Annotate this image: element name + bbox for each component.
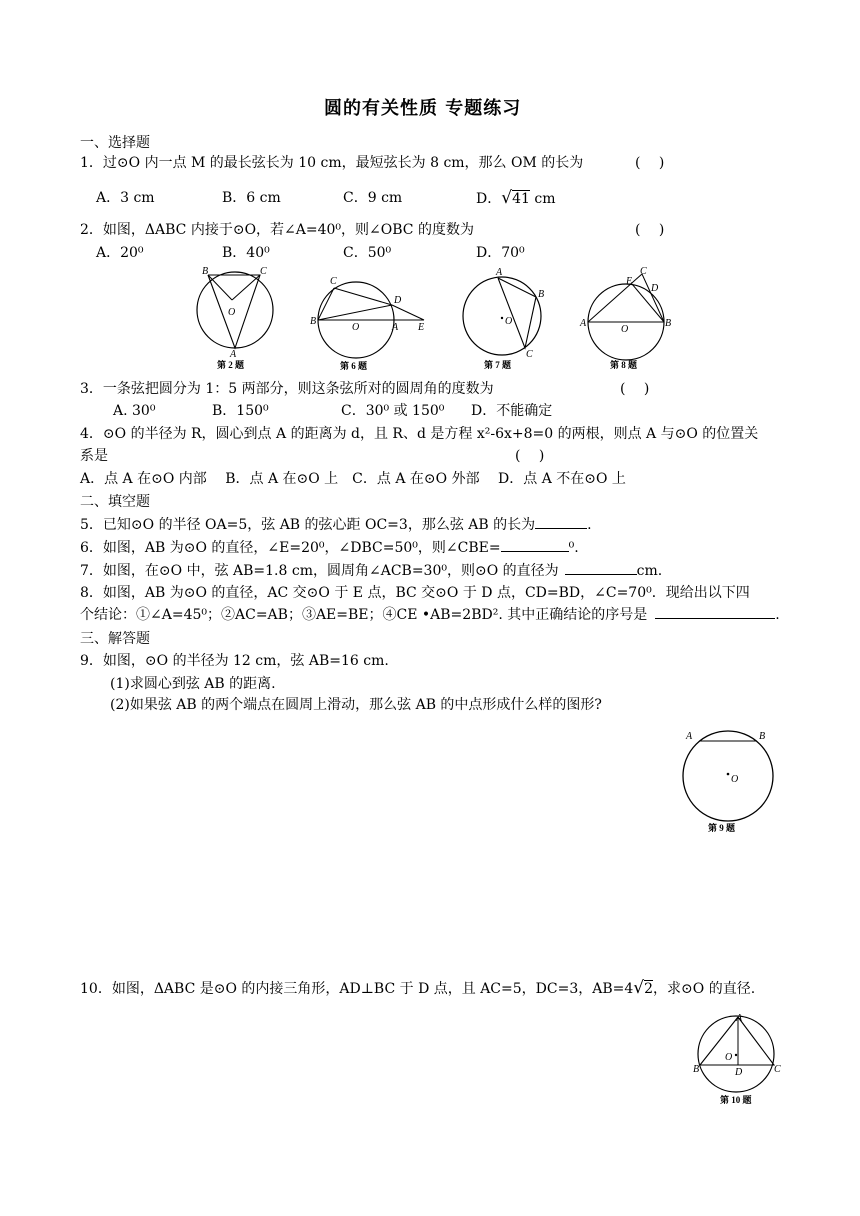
figure-7-label-b: B bbox=[538, 289, 545, 300]
figure-8-diagram bbox=[576, 264, 676, 372]
figure-10-diagram bbox=[692, 1012, 782, 1108]
question-3-option-a: A. 30⁰ bbox=[113, 403, 156, 419]
figure-10-label-b: B bbox=[693, 1064, 700, 1075]
question-1-text: 1．过⊙O 内一点 M 的最长弦长为 10 cm，最短弦长为 8 cm，那么 OM 的长为 bbox=[80, 155, 584, 171]
question-8-line2: 个结论：①∠A=45⁰；②AC=AB；③AE=BE；④CE •AB=2BD². 其中正确结论的序号是 . bbox=[80, 607, 780, 623]
question-2-text: 2．如图，ΔABC 内接于⊙O，若∠A=40⁰，则∠OBC 的度数为 bbox=[80, 222, 474, 238]
figure-7-label-o: O bbox=[505, 316, 513, 327]
question-8-text-line1: 8．如图，AB 为⊙O 的直径，AC 交⊙O 于 E 点，BC 交⊙O 于 D 点，CD=BD，∠C=70⁰．现给出以下四 bbox=[80, 585, 750, 601]
question-2-answer-paren: ( ) bbox=[635, 222, 665, 238]
question-2-option-c: C．50⁰ bbox=[343, 245, 392, 261]
figure-2-label-o: O bbox=[228, 307, 236, 318]
question-6: 6．如图，AB 为⊙O 的直径，∠E=20⁰，∠DBC=50⁰，则∠CBE= ⁰. bbox=[80, 540, 579, 556]
question-1-option-c: C．9 cm bbox=[343, 190, 403, 206]
question-9-sub2: (2)如果弦 AB 的两个端点在圆周上滑动，那么弦 AB 的中点形成什么样的图形? bbox=[110, 697, 602, 713]
question-3-option-b: B．150⁰ bbox=[212, 403, 269, 419]
figure-7-caption: 第 7 题 bbox=[484, 360, 512, 370]
figure-8-label-d: D bbox=[651, 283, 659, 294]
section-heading-choice: 一、选择题 bbox=[80, 135, 150, 151]
figure-6-label-b: B bbox=[310, 316, 317, 327]
question-1-option-a: A．3 cm bbox=[96, 190, 155, 206]
section-heading-solve: 三、解答题 bbox=[80, 631, 150, 647]
question-4-options: A．点 A 在⊙O 内部 B．点 A 在⊙O 上 C．点 A 在⊙O 外部 D．点 A 不在⊙O 上 bbox=[80, 471, 626, 487]
question-2-option-a: A．20⁰ bbox=[96, 245, 144, 261]
figure-2-label-a: A bbox=[230, 349, 237, 360]
question-3-option-c: C．30⁰ 或 150⁰ bbox=[341, 403, 445, 419]
question-5: 5．已知⊙O 的半径 OA=5，弦 AB 的弦心距 OC=3，那么弦 AB 的长为 . bbox=[80, 517, 592, 533]
question-3-text: 3．一条弦把圆分为 1：5 两部分，则这条弦所对的圆周角的度数为 bbox=[80, 381, 494, 397]
question-2-option-d: D．70⁰ bbox=[476, 245, 525, 261]
figure-2-label-b: B bbox=[202, 266, 209, 277]
figure-9-diagram bbox=[676, 726, 780, 836]
figure-8-label-c: C bbox=[640, 266, 647, 277]
figure-7-label-a: A bbox=[496, 267, 503, 278]
question-4-text-line1: 4．⊙O 的半径为 R，圆心到点 A 的距离为 d，且 R、d 是方程 x²-6x+8=0 的两根，则点 A 与⊙O 的位置关 bbox=[80, 426, 759, 442]
question-9-sub1: (1)求圆心到弦 AB 的距离. bbox=[110, 676, 276, 692]
figure-10-label-o: O bbox=[725, 1052, 733, 1063]
figure-10-label-a: A bbox=[736, 1013, 743, 1024]
figure-7-label-c: C bbox=[526, 349, 533, 360]
figure-6-label-o: O bbox=[352, 322, 360, 333]
figure-6-label-c: C bbox=[330, 276, 337, 287]
question-1-option-d: D．√41 cm bbox=[476, 188, 556, 208]
figure-9-label-b: B bbox=[759, 731, 766, 742]
figure-8-label-a: A bbox=[580, 318, 587, 329]
figure-2-caption: 第 2 题 bbox=[217, 360, 245, 370]
question-3-option-d: D．不能确定 bbox=[471, 403, 553, 419]
question-9-text: 9．如图，⊙O 的半径为 12 cm，弦 AB=16 cm. bbox=[80, 653, 389, 669]
page-title: 圆的有关性质 专题练习 bbox=[324, 98, 522, 119]
figure-6-diagram bbox=[308, 270, 436, 372]
question-7: 7．如图，在⊙O 中，弦 AB=1.8 cm，圆周角∠ACB=30⁰，则⊙O 的直径为 cm. bbox=[80, 563, 663, 579]
figure-8-caption: 第 8 题 bbox=[610, 360, 638, 370]
question-1-option-b: B．6 cm bbox=[222, 190, 281, 206]
figure-2-diagram bbox=[190, 262, 280, 372]
figure-9-caption: 第 9 题 bbox=[708, 823, 736, 833]
figure-10-caption: 第 10 题 bbox=[720, 1095, 752, 1105]
figure-6-label-d: D bbox=[394, 295, 402, 306]
question-10: 10．如图，ΔABC 是⊙O 的内接三角形，AD⊥BC 于 D 点，且 AC=5，DC=3，AB=4√2，求⊙O 的直径. bbox=[80, 978, 756, 998]
question-2-option-b: B．40⁰ bbox=[222, 245, 270, 261]
figure-2-label-c: C bbox=[260, 266, 267, 277]
figure-9-label-a: A bbox=[686, 731, 693, 742]
question-3-answer-paren: ( ) bbox=[620, 381, 650, 397]
section-heading-fill: 二、填空题 bbox=[80, 494, 150, 510]
figure-8-label-e: E bbox=[626, 276, 633, 287]
question-1-answer-paren: ( ) bbox=[635, 155, 665, 171]
figure-8-label-b: B bbox=[665, 318, 672, 329]
figure-9-label-o: O bbox=[731, 774, 739, 785]
figure-10-label-d: D bbox=[735, 1067, 743, 1078]
question-4-answer-paren: ( ) bbox=[515, 448, 545, 464]
figure-7-diagram bbox=[458, 264, 554, 372]
figure-6-label-e: E bbox=[418, 322, 425, 333]
figure-8-label-o: O bbox=[621, 324, 629, 335]
figure-6-label-a: A bbox=[392, 322, 399, 333]
question-4-text-line2: 系是 bbox=[80, 448, 108, 464]
figure-6-caption: 第 6 题 bbox=[340, 361, 368, 371]
figure-10-label-c: C bbox=[774, 1064, 781, 1075]
